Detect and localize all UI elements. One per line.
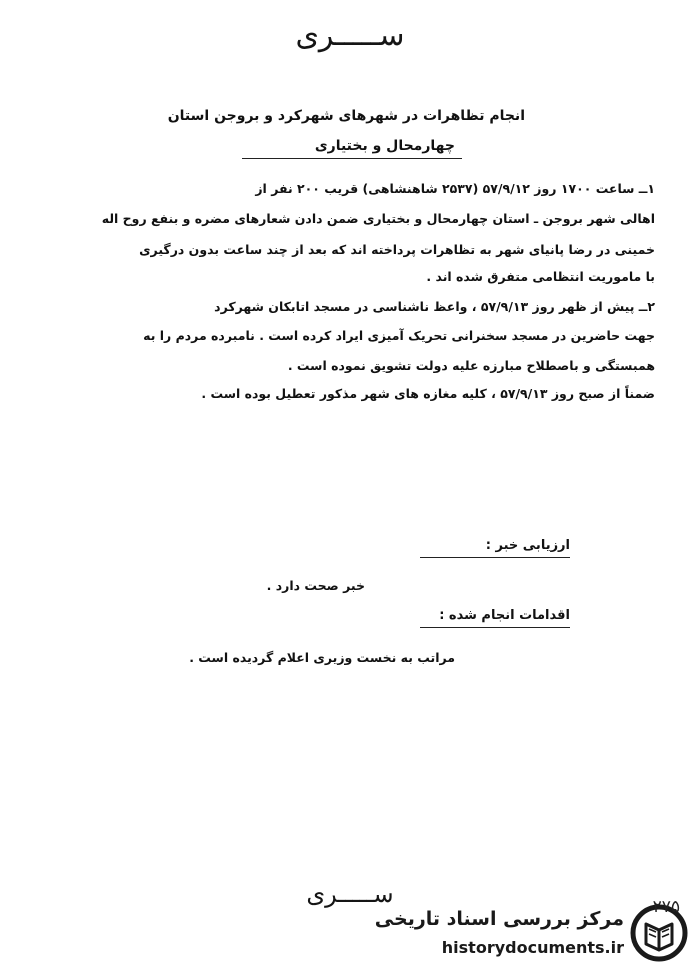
paragraph-1-line-2: اهالی شهر بروجن ـ استان چهارمحال و بختیاری ضمن دادن شعارهای مضره و بنفع روح اله — [101, 211, 655, 226]
actions-text: مراتب به نخست وزیری اعلام گردیده است . — [189, 650, 455, 665]
paragraph-2-line-1: ۲ــ پیش از ظهر روز ۵۷/۹/۱۳ ، واعظ ناشناسی در مسجد اتابکان شهرکرد — [214, 299, 655, 314]
actions-underline — [420, 627, 570, 628]
title-underline — [242, 158, 462, 159]
paragraph-2-line-4: ضمناً از صبح روز ۵۷/۹/۱۳ ، کلیه مغازه های شهر مذکور تعطیل بوده است . — [201, 386, 655, 401]
watermark — [374, 904, 688, 968]
watermark-name: مرکز بررسی اسناد تاریخی — [374, 908, 624, 930]
evaluation-underline — [420, 557, 570, 558]
paragraph-2-line-3: همبستگی و باصطلاح مبارزه علیه دولت تشویق نموده است . — [287, 358, 655, 373]
classification-header: ســـــری — [295, 18, 405, 53]
actions-label: اقدامات انجام شده : — [439, 608, 570, 623]
classification-footer: ســـــری — [306, 880, 394, 908]
evaluation-label: ارزیابی خبر : — [485, 538, 570, 553]
paragraph-1-line-3: خمینی در رضا پانیای شهر به تظاهرات پرداخته اند که بعد از چند ساعت بدون درگیری — [139, 242, 655, 257]
paragraph-1-line-4: با ماموریت انتظامی متفرق شده اند . — [426, 269, 655, 284]
document-title-line-2: چهارمحال و بختیاری — [314, 138, 455, 154]
page-number: ۲۷۵ — [652, 897, 680, 917]
paragraph-2-line-2: جهت حاضرین در مسجد سخنرانی تحریک آمیزی ایراد کرده است . نامبرده مردم را به — [143, 328, 655, 343]
evaluation-text: خبر صحت دارد . — [266, 578, 365, 593]
paragraph-1-line-1: ۱ــ ساعت ۱۷۰۰ روز ۵۷/۹/۱۲ (۲۵۳۷ شاهنشاهی) قریب ۲۰۰ نفر از — [255, 181, 655, 196]
watermark-site-link[interactable]: historydocuments.ir — [441, 938, 624, 957]
document-title-line-1: انجام تظاهرات در شهرهای شهرکرد و بروجن استان — [167, 108, 525, 124]
